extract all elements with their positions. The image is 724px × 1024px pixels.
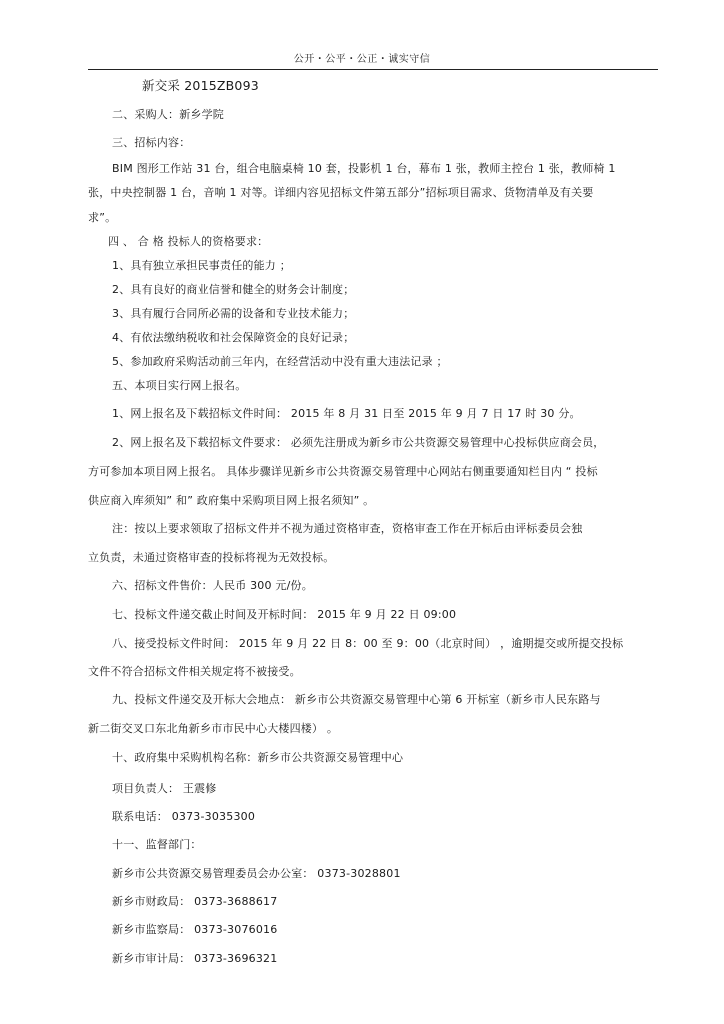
bid-deadline: 七、投标文件递交截止时间及开标时间： 2015 年 9 月 22 日 09:00 bbox=[112, 608, 457, 621]
qualification-item: 1、具有独立承担民事责任的能力 ； bbox=[112, 259, 291, 272]
project-contact-person: 项目负责人： 王震修 bbox=[112, 782, 217, 795]
header-divider bbox=[88, 69, 658, 70]
supervision-contact: 新乡市财政局： 0373-3688617 bbox=[112, 895, 278, 908]
qualification-item: 2、具有良好的商业信誉和健全的财务会计制度； bbox=[112, 283, 355, 296]
supervision-heading: 十一、监督部门： bbox=[112, 838, 202, 851]
supervision-contact: 新乡市监察局： 0373-3076016 bbox=[112, 923, 278, 936]
project-number: 新交采 2015ZB093 bbox=[142, 78, 259, 93]
qualification-heading: 四 、 合 格 投标人的资格要求： bbox=[108, 235, 269, 248]
receive-time: 八、接受投标文件时间： 2015 年 9 月 22 日 8：00 至 9：00（北京时间） ，逾期提交或所提交投标 bbox=[112, 637, 624, 650]
note-line: 注：按以上要求领取了招标文件并不视为通过资格审查，资格审查工作在开标后由评标委员会独 bbox=[112, 522, 583, 535]
qualification-item: 3、具有履行合同所必需的设备和专业技术能力； bbox=[112, 307, 355, 320]
note-line: 立负责，未通过资格审查的投标将视为无效投标。 bbox=[88, 551, 335, 564]
procurement-agency: 十、政府集中采购机构名称：新乡市公共资源交易管理中心 bbox=[112, 751, 404, 764]
scope-line: 求”。 bbox=[88, 211, 117, 224]
page-header-slogan: 公开・公平・公正・诚实守信 bbox=[293, 54, 431, 65]
online-registration-requirement: 方可参加本项目网上报名。 具体步骤详见新乡市公共资源交易管理中心网站右侧重要通知栏目内 “ 投标 bbox=[88, 465, 598, 478]
online-registration-requirement: 2、网上报名及下载招标文件要求： 必须先注册成为新乡市公共资源交易管理中心投标供应商会员， bbox=[112, 436, 605, 449]
online-registration-heading: 五、本项目实行网上报名。 bbox=[112, 379, 247, 392]
bid-opening-place: 新二街交叉口东北角新乡市市民中心大楼四楼） 。 bbox=[88, 722, 339, 735]
online-registration-time: 1、网上报名及下载招标文件时间： 2015 年 8 月 31 日至 2015 年 9 月 7 日 17 时 30 分。 bbox=[112, 407, 581, 420]
document-price: 六、招标文件售价：人民币 300 元/份。 bbox=[112, 579, 313, 592]
purchaser-line: 二、采购人：新乡学院 bbox=[112, 108, 224, 121]
supervision-contact: 新乡市公共资源交易管理委员会办公室： 0373-3028801 bbox=[112, 867, 401, 880]
qualification-item: 4、有依法缴纳税收和社会保障资金的良好记录； bbox=[112, 331, 355, 344]
scope-line: 张，中央控制器 1 台，音响 1 对等。详细内容见招标文件第五部分”招标项目需求、货物清单及有关要 bbox=[88, 186, 594, 199]
bid-opening-place: 九、投标文件递交及开标大会地点： 新乡市公共资源交易管理中心第 6 开标室（新乡市人民东路与 bbox=[112, 693, 601, 706]
scope-line: BIM 图形工作站 31 台，组合电脑桌椅 10 套，投影机 1 台，幕布 1 张，教师主控台 1 张，教师椅 1 bbox=[112, 162, 616, 175]
supervision-contact: 新乡市审计局： 0373-3696321 bbox=[112, 952, 278, 965]
qualification-item: 5、参加政府采购活动前三年内，在经营活动中没有重大违法记录 ； bbox=[112, 355, 448, 368]
receive-time: 文件不符合招标文件相关规定将不被接受。 bbox=[88, 665, 301, 678]
online-registration-requirement: 供应商入库须知” 和” 政府集中采购项目网上报名须知” 。 bbox=[88, 494, 375, 507]
project-contact-phone: 联系电话： 0373-3035300 bbox=[112, 810, 256, 823]
scope-heading: 三、招标内容： bbox=[112, 136, 191, 149]
